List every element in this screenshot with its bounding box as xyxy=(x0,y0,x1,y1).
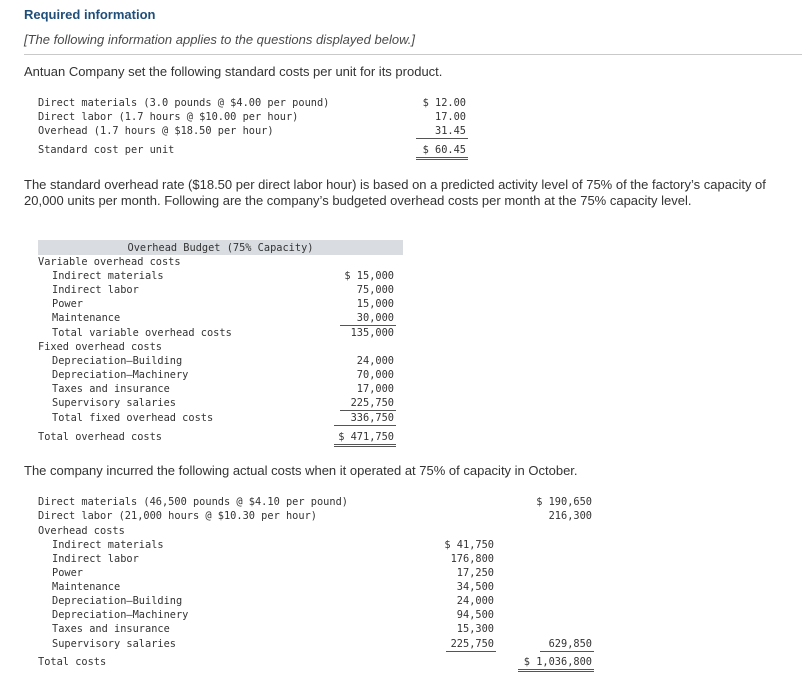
standard-total-value: $ 60.45 xyxy=(422,144,466,156)
rate-paragraph: The standard overhead rate ($18.50 per direct labor hour) is based on a predicted activity level of 75% of the factory’s capacity of 20,000 units per month. Following are the company’s budgeted overhead costs per month at the 75% capacity level. xyxy=(24,177,766,208)
actual-dm-label: Direct materials (46,500 pounds @ $4.10 per pound) xyxy=(38,496,348,508)
actual-dl-value: 216,300 xyxy=(548,510,592,522)
intro-text: Antuan Company set the following standard costs per unit for its product. xyxy=(24,64,443,79)
budget-item-value: 75,000 xyxy=(356,284,394,296)
variable-total-label: Total variable overhead costs xyxy=(52,327,232,339)
budget-item-label: Maintenance xyxy=(52,312,121,324)
overhead-costs-header: Overhead costs xyxy=(38,525,125,537)
variable-total-value: 135,000 xyxy=(350,327,394,339)
actual-item-label: Supervisory salaries xyxy=(52,638,176,650)
subtotal-underline xyxy=(416,138,468,139)
actual-item-value: 15,300 xyxy=(456,623,494,635)
subtotal-underline xyxy=(334,425,396,426)
actual-item-label: Indirect labor xyxy=(52,553,139,565)
budget-item-value: $ 15,000 xyxy=(344,270,394,282)
actual-item-value: 24,000 xyxy=(456,595,494,607)
budget-item-label: Power xyxy=(52,298,83,310)
budget-total-value: $ 471,750 xyxy=(338,431,394,443)
actual-item-label: Depreciation—Machinery xyxy=(52,609,189,621)
actual-item-label: Power xyxy=(52,567,83,579)
total-double-underline-bottom xyxy=(518,671,594,672)
budget-item-label: Taxes and insurance xyxy=(52,383,170,395)
standard-row-value: $ 12.00 xyxy=(422,97,466,109)
budget-item-value: 30,000 xyxy=(356,312,394,324)
actual-item-value: 176,800 xyxy=(450,553,494,565)
budget-item-value: 225,750 xyxy=(350,397,394,409)
actual-item-value: 94,500 xyxy=(456,609,494,621)
budget-item-label: Indirect labor xyxy=(52,284,139,296)
actual-overhead-total-value: 629,850 xyxy=(548,638,592,650)
actual-dm-value: $ 190,650 xyxy=(536,496,592,508)
actual-item-label: Taxes and insurance xyxy=(52,623,170,635)
actual-item-value: $ 41,750 xyxy=(444,539,494,551)
budget-item-label: Depreciation—Building xyxy=(52,355,183,367)
total-double-underline-bottom xyxy=(334,446,396,447)
standard-row-label: Overhead (1.7 hours @ $18.50 per hour) xyxy=(38,125,274,137)
fixed-total-value: 336,750 xyxy=(350,412,394,424)
actual-item-value: 34,500 xyxy=(456,581,494,593)
actual-item-value: 225,750 xyxy=(450,638,494,650)
actual-item-label: Indirect materials xyxy=(52,539,164,551)
fixed-costs-header: Fixed overhead costs xyxy=(38,341,162,353)
actual-item-label: Maintenance xyxy=(52,581,121,593)
total-double-underline-bottom xyxy=(416,159,468,160)
subtotal-underline xyxy=(446,651,496,652)
standard-row-value: 17.00 xyxy=(435,111,466,123)
budget-total-label: Total overhead costs xyxy=(38,431,162,443)
standard-total-label: Standard cost per unit xyxy=(38,144,175,156)
variable-costs-header: Variable overhead costs xyxy=(38,256,181,268)
total-double-underline-top xyxy=(518,669,594,670)
budget-item-label: Supervisory salaries xyxy=(52,397,176,409)
standard-row-label: Direct materials (3.0 pounds @ $4.00 per pound) xyxy=(38,97,330,109)
actual-item-value: 17,250 xyxy=(456,567,494,579)
fixed-total-label: Total fixed overhead costs xyxy=(52,412,214,424)
page-title: Required information xyxy=(24,7,156,22)
subtotal-underline xyxy=(540,651,594,652)
budget-item-value: 17,000 xyxy=(356,383,394,395)
actual-total-label: Total costs xyxy=(38,656,107,668)
actual-paragraph: The company incurred the following actual costs when it operated at 75% of capacity in October. xyxy=(24,463,578,478)
actual-dl-label: Direct labor (21,000 hours @ $10.30 per hour) xyxy=(38,510,317,522)
standard-row-label: Direct labor (1.7 hours @ $10.00 per hour) xyxy=(38,111,299,123)
actual-item-label: Depreciation—Building xyxy=(52,595,183,607)
header-divider xyxy=(24,54,802,55)
standard-row-value: 31.45 xyxy=(435,125,466,137)
budget-item-value: 15,000 xyxy=(356,298,394,310)
total-double-underline-top xyxy=(334,444,396,445)
actual-total-value: $ 1,036,800 xyxy=(523,656,592,668)
budget-item-label: Depreciation—Machinery xyxy=(52,369,189,381)
budget-item-value: 70,000 xyxy=(356,369,394,381)
budget-item-value: 24,000 xyxy=(356,355,394,367)
budget-item-label: Indirect materials xyxy=(52,270,164,282)
total-double-underline-top xyxy=(416,157,468,158)
page-subtitle: [The following information applies to the questions displayed below.] xyxy=(24,32,415,47)
budget-title: Overhead Budget (75% Capacity) xyxy=(127,242,314,254)
